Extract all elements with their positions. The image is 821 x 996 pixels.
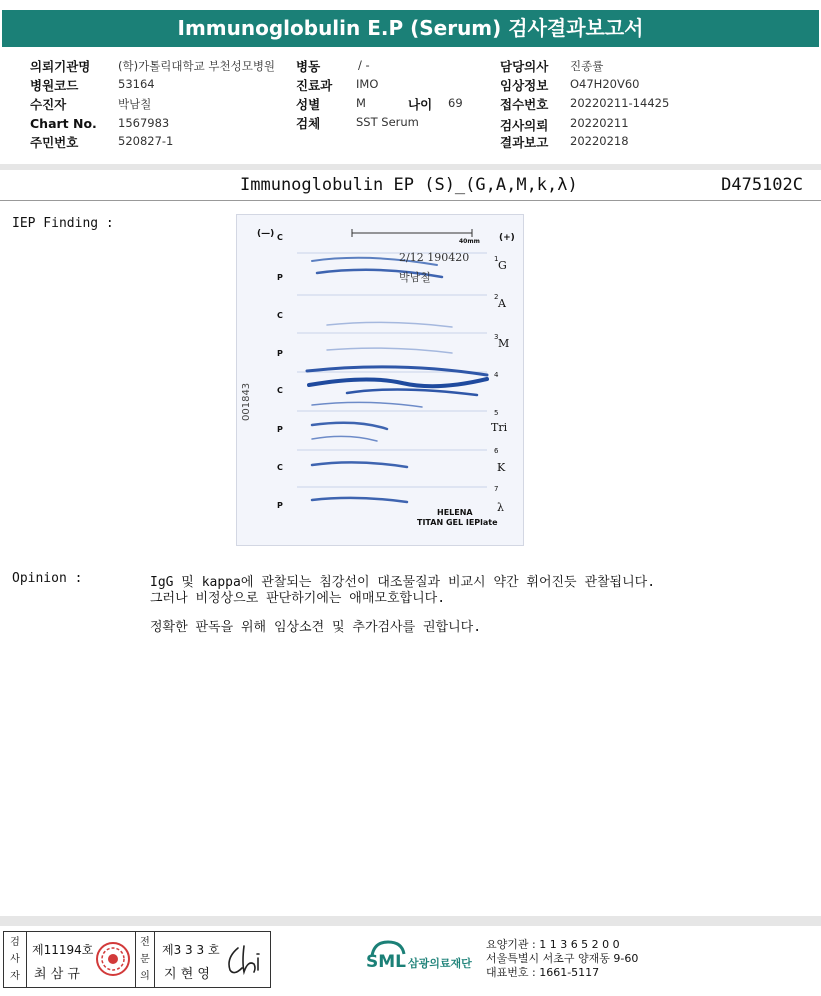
doctor-label: 담당의사: [500, 59, 549, 74]
specialist-license: 제3 3 3 호: [162, 943, 220, 957]
lane-number: 3: [494, 333, 499, 341]
footer-divider: [0, 916, 821, 926]
ward-label: 병동: [296, 59, 321, 74]
seal-stamp: [95, 941, 131, 977]
specialist-name: 지 현 영: [164, 967, 210, 982]
test-row: [0, 172, 821, 201]
ward-value: / -: [358, 58, 370, 72]
dept-value: IMO: [356, 77, 379, 91]
tester-label: 검사자: [10, 937, 20, 982]
org-address: 서울특별시 서초구 양재동 9-60: [486, 952, 639, 965]
arc-5: [307, 367, 487, 375]
request-label: 검사의뢰: [500, 118, 549, 133]
opinion-label: Opinion :: [12, 571, 83, 586]
receipt-label: 접수번호: [500, 97, 549, 112]
lane-label: C: [277, 311, 283, 320]
institution-label: 의뢰기관명: [30, 59, 91, 74]
opinion-line-3: 정확한 판독을 위해 임상소견 및 추가검사를 권합니다.: [150, 620, 482, 635]
lane-antiserum: G: [498, 259, 507, 272]
lane-number: 2: [494, 293, 499, 301]
arc-4: [327, 348, 452, 353]
org-code: 요양기관 : 1 1 3 6 5 2 0 0: [486, 938, 620, 951]
org-phone: 대표번호 : 1661-5117: [486, 966, 600, 979]
lane-label: P: [277, 349, 283, 358]
lane-number: 4: [494, 371, 499, 379]
iep-finding-label: IEP Finding :: [12, 216, 114, 231]
sml-logo-text: SML: [366, 952, 406, 972]
dept-label: 진료과: [296, 78, 333, 93]
hospital-code-value: 53164: [118, 77, 155, 91]
opinion-line-1: IgG 및 kappa에 관찰되는 침강선이 대조물질과 비교시 약간 휘어진듯 관찰됩니다.: [150, 575, 656, 590]
lane-number: 5: [494, 409, 499, 417]
arc-9: [312, 423, 387, 429]
chart-label: Chart No.: [30, 116, 97, 131]
request-value: 20220211: [570, 116, 629, 130]
test-name: Immunoglobulin EP (S)_(G,A,M,k,λ): [240, 175, 578, 195]
lane-antiserum: λ: [497, 501, 504, 514]
side-number: 001843: [241, 382, 252, 421]
arc-11: [312, 462, 407, 467]
lane-label: P: [277, 425, 283, 434]
signature-box: [3, 931, 271, 988]
org-name: 삼광의료재단: [408, 957, 472, 970]
chart-value: 1567983: [118, 116, 170, 130]
sml-logo: [366, 938, 486, 982]
positive-pole: (+): [499, 233, 515, 243]
lane-antiserum: M: [498, 337, 510, 350]
subject-value: 박남칠: [118, 97, 152, 111]
report-value: 20220218: [570, 134, 629, 148]
arc-3: [327, 322, 452, 327]
tester-name: 최 삼 규: [34, 967, 80, 982]
test-code: D475102C: [721, 175, 803, 195]
opinion-line-2: 그러나 비정상으로 판단하기에는 애매모호합니다.: [150, 591, 446, 606]
brand-line-1: HELENA: [437, 508, 473, 517]
specialist-label: 전문의: [140, 937, 150, 982]
report-header: [0, 0, 821, 50]
lane-number: 1: [494, 255, 499, 263]
specimen-value: SST Serum: [356, 115, 419, 129]
age-value: 69: [448, 96, 463, 110]
brand-line-2: TITAN GEL IEPlate: [417, 518, 498, 527]
arc-8: [312, 402, 422, 407]
org-contact: [486, 938, 638, 980]
lane-label: P: [277, 501, 283, 510]
arc-10: [312, 436, 377, 441]
lane-label: C: [277, 386, 283, 395]
report-label: 결과보고: [500, 135, 549, 150]
subject-label: 수진자: [30, 97, 67, 112]
sex-label: 성별: [296, 97, 321, 112]
lane-antiserum: A: [498, 297, 506, 310]
specimen-label: 검체: [296, 116, 321, 131]
lane-label: P: [277, 273, 283, 282]
arc-12: [312, 498, 407, 502]
lane-label: C: [277, 463, 283, 472]
age-label: 나이: [408, 97, 433, 112]
specialist-signature: [224, 942, 264, 978]
rrn-label: 주민번호: [30, 135, 79, 150]
lane-antiserum: Tri: [491, 421, 508, 434]
section-divider: [0, 164, 821, 170]
iep-gel-image: [236, 214, 524, 546]
arc-7: [347, 389, 477, 395]
negative-pole: (—): [257, 229, 275, 239]
arc-6: [309, 379, 487, 386]
lane-antiserum: K: [497, 461, 506, 474]
lane-number: 6: [494, 447, 499, 455]
report-title: Immunoglobulin E.P (Serum) 검사결과보고서: [2, 10, 819, 47]
clinical-label: 임상정보: [500, 78, 549, 93]
lane-number: 7: [494, 485, 499, 493]
patient-info: [0, 52, 821, 164]
hospital-code-label: 병원코드: [30, 78, 79, 93]
scale-label: 40mm: [459, 238, 480, 245]
doctor-value: 진종률: [570, 59, 604, 73]
handwritten-date: 2/12 190420: [399, 251, 470, 264]
tester-license: 제11194호: [32, 943, 94, 957]
sex-value: M: [356, 96, 366, 110]
institution-value: (학)가톨릭대학교 부천성모병원: [118, 59, 276, 73]
handwritten-name: 박남칠: [399, 271, 431, 284]
rrn-value: 520827-1: [118, 134, 174, 148]
receipt-value: 20220211-14425: [570, 96, 670, 110]
gel-drawing: [237, 215, 523, 545]
lane-label: C: [277, 233, 283, 242]
clinical-value: O47H20V60: [570, 77, 640, 91]
